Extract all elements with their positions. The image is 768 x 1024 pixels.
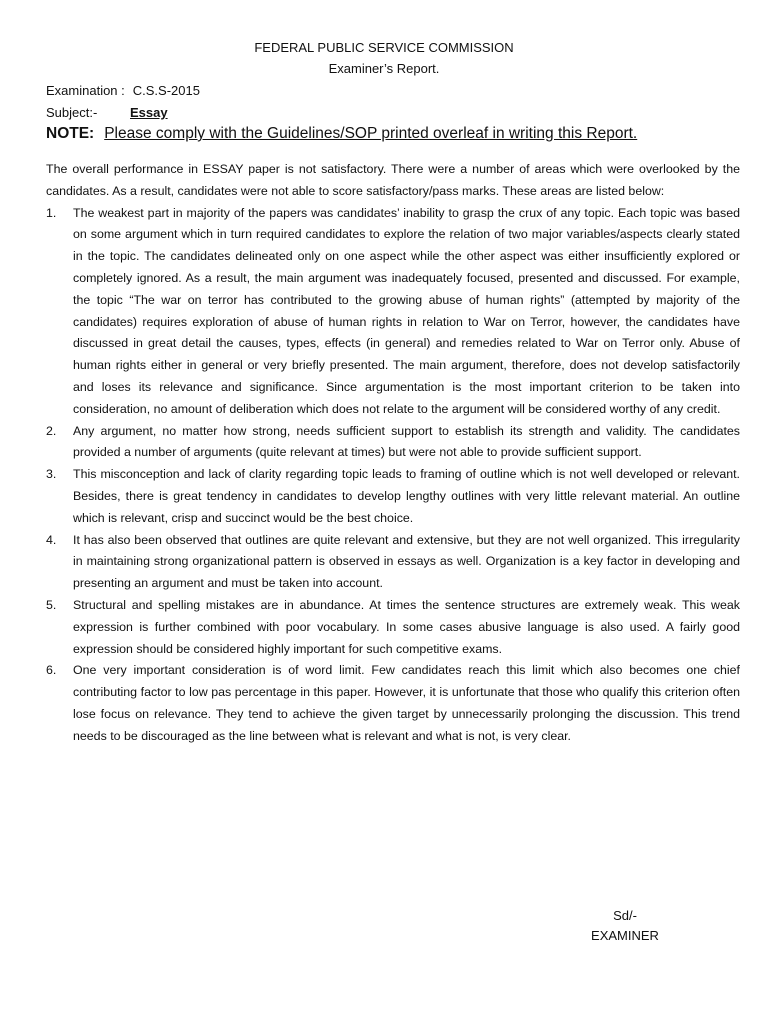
examination-label: Examination : bbox=[46, 83, 125, 98]
intro-paragraph: The overall performance in ESSAY paper is not satisfactory. There were a number of areas which were overlooked by the candidates. As a result, candidates were not able to score satisfactory/pass marks. These areas are listed below: bbox=[46, 162, 740, 198]
list-item bbox=[46, 203, 740, 421]
subject-label: Subject:- bbox=[46, 105, 98, 120]
list-number: 3. bbox=[46, 467, 57, 482]
list-item bbox=[46, 530, 740, 595]
note-label: NOTE: bbox=[46, 125, 95, 142]
list-number: 2. bbox=[46, 423, 57, 438]
examination-value: C.S.S-2015 bbox=[132, 83, 200, 98]
list-item bbox=[46, 421, 740, 465]
list-number: 4. bbox=[46, 532, 57, 547]
findings-list bbox=[46, 203, 740, 748]
report-title: Examiner’s Report. bbox=[328, 61, 440, 76]
list-number: 1. bbox=[46, 205, 57, 220]
list-number: 6. bbox=[46, 663, 57, 678]
commission-heading: FEDERAL PUBLIC SERVICE COMMISSION bbox=[254, 40, 514, 55]
list-text: It has also been observed that outlines are quite relevant and extensive, but they are not well organized. This irregularity in maintaining strong organizational pattern is observed in essays as well. Organization is a key factor in developing and presenting an argument and must be taken into account. bbox=[73, 532, 740, 591]
list-item bbox=[46, 464, 740, 529]
subject-line bbox=[46, 105, 168, 120]
list-number: 5. bbox=[46, 597, 57, 612]
report-body bbox=[46, 159, 740, 748]
list-text: Any argument, no matter how strong, needs sufficient support to establish its strength and validity. The candidates provided a number of arguments (quite relevant at times) but were not able to provide sufficient support. bbox=[73, 423, 740, 460]
note-line bbox=[46, 125, 637, 143]
list-text: The weakest part in majority of the papers was candidates’ inability to grasp the crux of any topic. Each topic was based on some argument which in turn required candidates to explore the relation of two major variables/aspects clearly stated in the topic. The candidates delineated only on one aspect while the other aspect was either insufficiently explored or completely ignored. As a result, the main argument was inadequately focused, presented and discussed. For example, the topic “The war on terror has contributed to the growing abuse of human rights” (attempted by majority of the candidates) requires exploration of abuse of human rights in relation to War on Terror, however, the candidates have discussed in great detail the causes, types, effects (in general) and remedies related to War on Terror only. Abuse of human rights either in general or very briefly presented. The main argument, therefore, does not develop satisfactorily and loses its relevance and significance. Since argumentation is the most important criterion to be taken into consideration, no amount of deliberation which does not relate to the argument will be considered worthy of any credit. bbox=[73, 205, 740, 416]
list-text: This misconception and lack of clarity regarding topic leads to framing of outline which is not well developed or relevant. Besides, there is great tendency in candidates to develop lengthy outlines with very little relevant material. An outline which is relevant, crisp and succinct would be the best choice. bbox=[73, 467, 740, 525]
list-item bbox=[46, 660, 740, 747]
list-text: One very important consideration is of word limit. Few candidates reach this limit which also becomes one chief contributing factor to low pas percentage in this paper. However, it is unfortunate that those who qualify this criterion often lose focus on relevance. They tend to achieve the given target by unnecessarily prolonging the discussion. This trend needs to be discouraged as the line between what is relevant and what is not, is very clear. bbox=[73, 663, 740, 743]
list-item bbox=[46, 595, 740, 660]
subject-value: Essay bbox=[130, 105, 168, 120]
note-text: Please comply with the Guidelines/SOP printed overleaf in writing this Report. bbox=[104, 125, 638, 142]
examination-line bbox=[46, 83, 200, 98]
signature-examiner: EXAMINER bbox=[591, 928, 659, 943]
signature-sd: Sd/- bbox=[613, 908, 637, 923]
list-text: Structural and spelling mistakes are in abundance. At times the sentence structures are extremely weak. This weak expression is further combined with poor vocabulary. In some cases abusive language is also used. A fairly good expression should be considered highly important for such competitive exams. bbox=[73, 597, 740, 656]
